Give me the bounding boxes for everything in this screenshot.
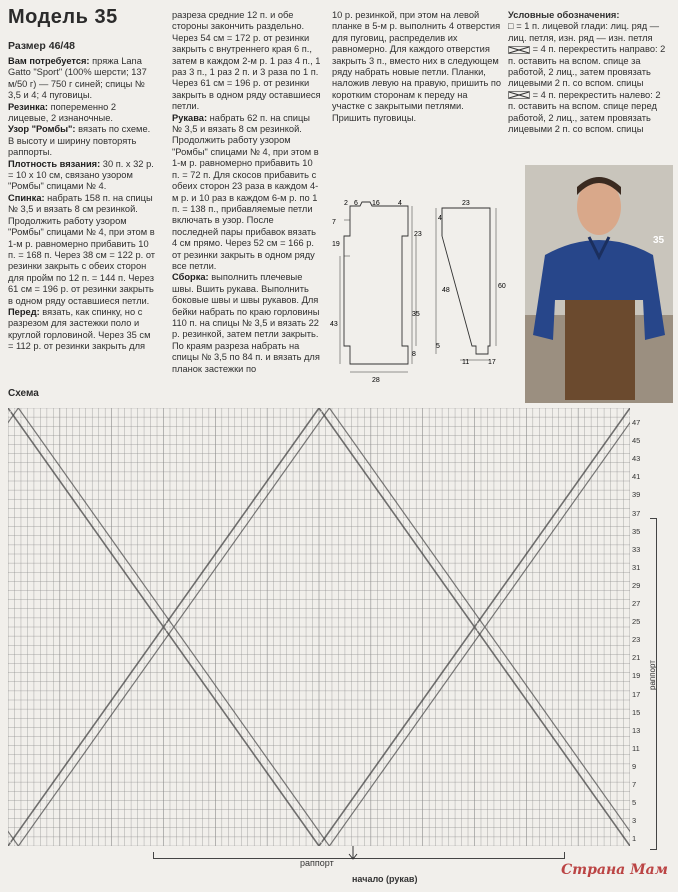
row-number: 31: [632, 562, 641, 572]
instructions-column-1: [8, 56, 156, 353]
col1-heading: Вам потребуется:: [8, 56, 90, 66]
row-number: 1: [632, 834, 637, 844]
d1-label-8: 8: [412, 351, 416, 358]
page-title: Модель 35: [8, 6, 118, 28]
legend-title: Условные обозначения:: [508, 10, 620, 20]
row-number: 37: [632, 508, 641, 518]
rapport-bottom-bracket: [153, 852, 565, 859]
col1-text: вязать по схеме. В высоту и ширину повторять раппорты.: [8, 124, 151, 158]
d2-label-11: 11: [462, 359, 470, 366]
row-number: 3: [632, 816, 637, 826]
cross-right-icon: [508, 46, 530, 54]
col2-text: разреза средние 12 п. и обе стороны закончить раздельно. Через 54 см = 172 р. от резинки закрыть с внутреннего края 6 п., затем в каждом 2-м р. 1 раз 4 п., 1 раз 3 п., 1 раз 2 п. и 3 раза по 1 п. Через 61 см = 196 р. от резинки закрыть в одном ряду оставшиеся петли.: [172, 10, 321, 112]
legend-item-2-text: = 4 п. перекрестить направо: 2 п. оставить на вспом. спице за работой, 2 лиц., затем провязать лицевыми 2 п. со вспом. спицы: [508, 44, 666, 89]
schema-title: Схема: [8, 388, 39, 399]
col2-heading: Сборка:: [172, 272, 209, 283]
col1-paragraph: [8, 193, 156, 307]
model-photo-illustration: [525, 165, 673, 403]
row-number: 27: [632, 599, 641, 608]
rapport-bottom-label: раппорт: [300, 858, 334, 868]
col1-text: пряжа Lana Gatto "Sport" (100% шерсти; 137 м/50 г) — 750 г синей; спицы № 3,5 и 4; 4 пуговицы.: [8, 56, 147, 101]
col1-text: 30 п. х 32 р. = 10 х 10 см, связано узором "Ромбы" спицами № 4.: [8, 158, 154, 192]
row-number: 23: [632, 635, 641, 645]
instructions-column-3: [332, 10, 502, 124]
row-number: 41: [632, 472, 641, 482]
row-number: 45: [632, 436, 641, 446]
col1-paragraph: [8, 56, 156, 102]
col1-heading: Спинка:: [8, 192, 45, 203]
row-number: 29: [632, 580, 641, 590]
d1-label-28: 28: [372, 377, 380, 384]
photo-badge: 35: [653, 235, 665, 246]
d2-label-23: 23: [462, 200, 470, 207]
rapport-side-text: раппорт: [648, 660, 657, 690]
legend: [508, 10, 668, 135]
col1-text: вязать, как спинку, но с разрезом для застежки поло и круглой горловиной. Через 35 см = 112 р. от резинки закрыть для: [8, 306, 151, 352]
d1-label-19: 19: [332, 241, 340, 248]
body-pattern-diagram: [330, 196, 430, 391]
model-photo: [525, 165, 673, 403]
col1-paragraph: [8, 124, 156, 158]
cross-left-icon: [508, 91, 530, 99]
col1-heading: Перед:: [8, 306, 40, 317]
col1-text: попеременно 2 лицевые, 2 изнаночные.: [8, 101, 117, 124]
d2-label-4: 4: [438, 215, 442, 222]
sleeve-pattern-diagram: [432, 196, 522, 366]
col2-text: выполнить плечевые швы. Вшить рукава. Выполнить боковые швы и швы рукавов. Для бейки набрать по краю горловины 110 п. на спицы № 3,5 и вязать 22 р. резинкой, затем петли закрыть. По краям разреза набрать на спицы № 3,5 по 84 п. и вязать для планок застежки по: [172, 272, 320, 374]
d1-label-7: 7: [332, 219, 336, 226]
start-arrow-icon: [348, 846, 358, 860]
row-number: 35: [632, 526, 641, 536]
col1-heading: Узор "Ромбы":: [8, 124, 76, 135]
row-number: 9: [632, 761, 637, 771]
d1-label-4: 4: [398, 200, 402, 207]
legend-item-1: □ = 1 п. лицевой глади: лиц. ряд — лиц. петля, изн. ряд — изн. петля: [508, 21, 660, 43]
d1-label-23: 23: [414, 231, 422, 238]
d2-label-5: 5: [436, 343, 440, 350]
row-number: 11: [632, 743, 640, 753]
row-number: 19: [632, 671, 641, 681]
row-number: 5: [632, 798, 637, 808]
col1-text: набрать 158 п. на спицы № 3,5 и вязать 8 см резинкой. Продолжить работу узором "Ромбы" спицами № 4, при этом в 1-м р. равномерно прибавить 10 п. = 168 п. Через 38 см = 122 р. от резинки закрыть с обеих сторон для пройм по 12 п. = 144 п. Через 61 см = 196 р. от резинки закрыть в одном ряду оставшиеся петли.: [8, 192, 156, 306]
row-number: 7: [632, 780, 637, 789]
d2-label-60: 60: [498, 283, 506, 290]
d1-label-2: 2: [344, 200, 348, 207]
row-number: 13: [632, 725, 641, 735]
col1-paragraph: [8, 307, 156, 353]
col1-paragraph: [8, 102, 156, 125]
d1-label-16: 16: [372, 200, 380, 207]
watermark: Страна Мам: [561, 862, 668, 878]
start-label: начало (рукав): [352, 874, 418, 884]
col2-heading: Рукава:: [172, 112, 208, 123]
col1-paragraph: [8, 159, 156, 193]
col1-heading: Плотность вязания:: [8, 158, 101, 169]
legend-item-3: [508, 90, 668, 136]
row-number: 39: [632, 490, 641, 500]
col2-text: набрать 62 п. на спицы № 3,5 и вязать 8 см резинкой. Продолжить работу узором "Ромбы" спицами № 4, при этом в 1-м р. равномерно прибавить 10 п. = 72 п. Для скосов прибавить с обеих сторон 23 раза в каждом 4-м р. и 10 раз в каждом 6-м р. по 1 п. = 138 п., прибавляемые петли включать в узор. После последней пары прибавок вязать 4 см прямо. Через 52 см = 166 р. от резинки закрыть в одном ряду все петли.: [172, 112, 319, 271]
row-number: 15: [632, 707, 641, 717]
d1-label-6: 6: [354, 200, 358, 207]
legend-item-3-text: = 4 п. перекрестить налево: 2 п. оставить на вспом. спице перед работой, 2 лиц., затем провязать лицевыми 2 п. со вспом. спицы: [508, 89, 661, 135]
col3-text: 10 р. резинкой, при этом на левой планке в 5-м р. выполнить 4 отверстия для пуговиц, распределив их равномерно. Для каждого отверстия закрыть 3 п., вместо них в следующем ряду набрать новые петли. Планки, наложив левую на правую, пришить по коротким сторонам к переду на участке с закрытыми петлями. Пришить пуговицы.: [332, 10, 502, 123]
size-label: Размер 46/48: [8, 40, 76, 52]
col2-paragraph: [172, 10, 322, 113]
col2-paragraph: [172, 272, 322, 375]
d2-label-17: 17: [488, 359, 496, 366]
knitting-chart: [8, 408, 630, 846]
row-number: 47: [632, 418, 641, 427]
row-number: 17: [632, 689, 641, 699]
d2-label-48: 48: [442, 287, 450, 294]
d1-label-35: 35: [412, 311, 420, 318]
row-number: 25: [632, 617, 641, 627]
col2-paragraph: [172, 113, 322, 273]
legend-item-2: [508, 44, 668, 90]
d1-label-43: 43: [330, 321, 338, 328]
row-number: 33: [632, 544, 641, 554]
instructions-column-2: [172, 10, 322, 375]
row-number: 21: [632, 653, 641, 663]
col1-heading: Резинка:: [8, 101, 49, 112]
rapport-side-bracket: [650, 518, 657, 850]
row-number: 43: [632, 454, 641, 464]
